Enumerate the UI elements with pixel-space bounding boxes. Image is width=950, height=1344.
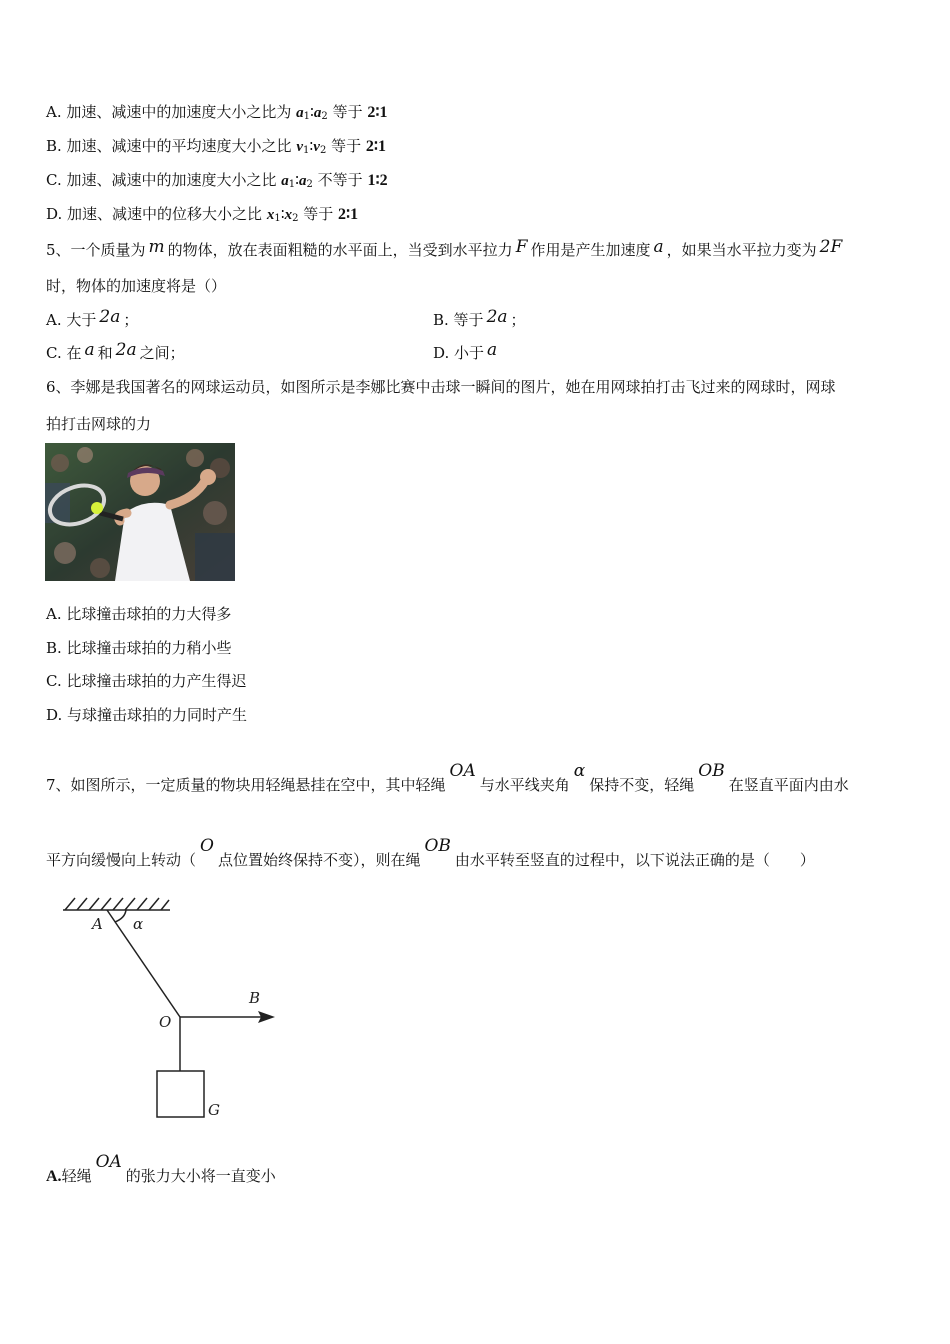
q4-option-a: A. 加速、减速中的加速度大小之比为 $a_1∶a_2$ 等于 2∶1 [46, 103, 388, 122]
q5-option-b: B. 等于 2a ； [433, 307, 526, 329]
tennis-player-photo [45, 443, 235, 581]
q6-option-b: B. 比球撞击球拍的力稍小些 [46, 639, 232, 657]
q6-option-d: D. 与球撞击球拍的力同时产生 [46, 706, 248, 724]
q4-option-c: C. 加速、减速中的加速度大小之比 $a_1∶a_2$ 不等于 1∶2 [46, 171, 388, 190]
q4-option-d-text: D. 加速、减速中的位移大小之比 [46, 205, 267, 223]
q7-stem-line2: 平方向缓慢向上转动（O点位置始终保持不变），则在绳OB由水平转至竖直的过程中，以下说法正确的是（ ） [46, 836, 815, 869]
q6-stem-line2: 拍打击网球的力 [46, 415, 152, 433]
angle-arc [115, 910, 126, 922]
rope-oa [107, 910, 180, 1017]
q5-option-a: A. 大于 2a ； [46, 307, 139, 329]
block-g [157, 1071, 204, 1117]
q6-stem-line1: 6、李娜是我国著名的网球运动员，如图所示是李娜比赛中击球一瞬间的图片，她在用网球拍打击飞过来的网球时，网球 [46, 378, 836, 396]
q5-stem-line1: 5、一个质量为 m 的物体，放在表面粗糙的水平面上，当受到水平拉力 F 作用是产生加速度 a ，如果当水平拉力变为 2F [46, 237, 843, 259]
q4-option-b: B. 加速、减速中的平均速度大小之比 $v_1∶v_2$ 等于 2∶1 [46, 137, 387, 156]
label-b: B [249, 989, 261, 1007]
q4-option-c-text: C. 加速、减速中的加速度大小之比 [46, 171, 282, 189]
q6-option-a: A. 比球撞击球拍的力大得多 [46, 605, 232, 623]
q5-stem-line2: 时，物体的加速度将是（） [46, 277, 227, 295]
q7-option-a: A.轻绳OA的张力大小将一直变小 [46, 1152, 276, 1185]
label-o: O [159, 1013, 172, 1031]
rope-force-diagram [55, 885, 295, 1130]
ceiling-hatching [65, 898, 169, 910]
q4-option-a-text: A. 加速、减速中的加速度大小之比为 [46, 103, 297, 121]
q7-stem-line1: 7、如图所示，一定质量的物块用轻绳悬挂在空中，其中轻绳OA与水平线夹角α保持不变，轻绳OB在竖直平面内由水 [46, 761, 849, 794]
q4-option-b-text: B. 加速、减速中的平均速度大小之比 [46, 137, 297, 155]
tennis-ball [91, 502, 103, 514]
q5-option-d: D. 小于 a [433, 340, 498, 362]
q5-option-c: C. 在 a 和 2a 之间； [46, 340, 185, 362]
label-alpha: α [133, 915, 144, 933]
label-g: G [208, 1101, 220, 1119]
label-a: A [92, 915, 103, 933]
q4-option-d: D. 加速、减速中的位移大小之比 $x_1∶x_2$ 等于 2∶1 [46, 205, 359, 224]
q6-option-c: C. 比球撞击球拍的力产生得迟 [46, 672, 247, 690]
